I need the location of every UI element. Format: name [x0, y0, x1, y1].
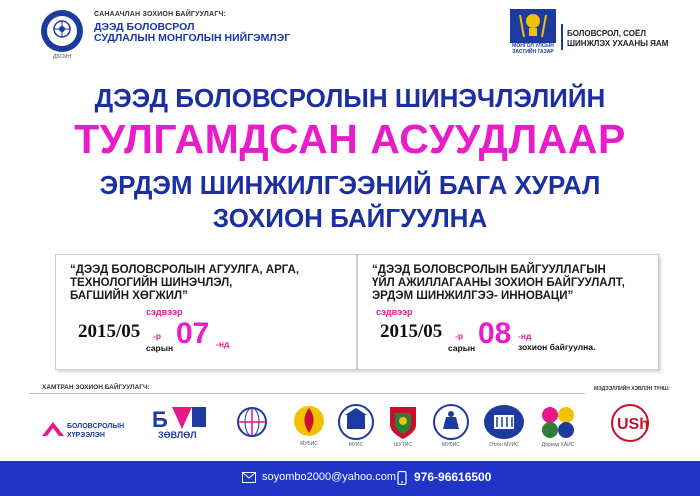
session-1-topic-line2: ТЕХНОЛОГИЙН ШИНЭЧЛЭЛ,	[70, 277, 233, 289]
ministry-logo-caption-line1: МОНГОЛ УЛСЫН	[512, 43, 554, 49]
ush-logo-icon	[604, 403, 656, 443]
coorg-logo-council	[152, 403, 212, 451]
media-partner-logo	[604, 403, 656, 451]
coorg-logo-association	[228, 406, 276, 446]
session-1-date-suffix: -р	[153, 331, 162, 341]
session-2-date	[380, 319, 650, 355]
organizer-name-line2: СУДЛАЛЫН МОНГОЛЫН НИЙГЭМЛЭГ	[94, 32, 291, 44]
session-2-day-suffix: -нд	[518, 331, 532, 341]
title-line2: ТУЛГАМДСАН АСУУДЛААР	[74, 116, 626, 162]
title-line1: ДЭЭД БОЛОВСРОЛЫН ШИНЭЧЛЭЛИЙН	[94, 83, 606, 113]
ministry-divider	[561, 24, 563, 50]
organizer-logo	[40, 9, 84, 53]
title-line4: ЗОХИОН БАЙГУУЛНА	[212, 203, 488, 233]
coorg-logo-institute-line1: БОЛОВСРОЛЫН	[67, 423, 125, 430]
pyramid-icon	[42, 422, 64, 436]
session-1-day-suffix: -нд	[216, 339, 230, 349]
title-line3: ЭРДЭМ ШИНЖИЛГЭЭНИЙ БАГА ХУРАЛ	[99, 170, 601, 200]
organizer-seal-icon	[40, 9, 84, 53]
ministry-logo-caption-line2: ЗАСГИЙН ГАЗАР	[512, 49, 554, 55]
session-1-topic-line3: БАГШИЙН ХӨГЖИЛ”	[70, 290, 188, 302]
university-seal-icon	[336, 403, 376, 441]
ush-logo-text: USh	[617, 416, 649, 433]
session-2-topic-line2: ҮЙЛ АЖИЛЛАГААНЫ ЗОХИОН БАЙГУУЛАЛТ,	[372, 277, 625, 289]
coorg-logo-university	[336, 403, 376, 451]
coorganizers-label: ХАМТРАН ЗОХИОН БАЙГУУЛАГЧ:	[42, 384, 150, 391]
coorg-logo-dornod-caption: Дорнод ХАИС	[541, 442, 575, 448]
coorg-logo-mubis-flag	[292, 403, 326, 451]
organizer-name-line1: ДЭЭД БОЛОВСРОЛ	[94, 21, 195, 33]
coorg-logo-institute-line2: ХҮРЭЭЛЭН	[67, 432, 105, 439]
ministry-name-line1: БОЛОВСРОЛ, СОЁЛ	[567, 29, 646, 38]
coorg-logo-institute	[42, 418, 142, 446]
session-2-date-suffix: -р	[455, 331, 464, 341]
lamp-emblem-icon	[430, 403, 472, 441]
coorg-logo-mubis-caption: МУБИС	[442, 442, 460, 448]
coorg-logo-shutis	[386, 403, 420, 451]
session-1-role: сэдвээр	[146, 307, 183, 317]
globe-icon	[228, 406, 276, 438]
footer-bar	[0, 461, 700, 496]
council-mark-icon	[152, 403, 212, 433]
footer-phone[interactable]: 976-96616500	[414, 470, 492, 484]
organizer-logo-caption: ДБСМН	[53, 54, 71, 60]
coorg-logo-council-caption: ЗӨВЛӨЛ	[158, 430, 197, 440]
coorg-logo-otgon-caption: Отгон МУИС	[489, 442, 519, 448]
coorg-logo-mubis	[430, 403, 472, 451]
coorg-logo-shutis-caption: ШУТИС	[393, 442, 413, 448]
coorg-logo-mubis-flag-caption: МУБИС	[300, 441, 318, 447]
organizer-label: САНААЧЛАН ЗОХИОН БАЙГУУЛАГЧ:	[94, 11, 227, 18]
session-2-topic-line1: “ДЭЭД БОЛОВСРОЛЫН БАЙГУУЛЛАГЫН	[372, 264, 606, 276]
flame-emblem-icon	[292, 403, 326, 441]
session-1-month-word: сарын	[146, 343, 174, 353]
ministry-name-line2: ШИНЖЛЭХ УХААНЫ ЯАМ	[567, 39, 669, 48]
coorganizers-divider	[30, 393, 585, 394]
footer-email[interactable]: soyombo2000@yahoo.com	[262, 471, 397, 483]
session-2-date-tail: зохион байгуулна.	[518, 342, 596, 352]
session-2-date-year-month: 2015/05	[380, 321, 443, 342]
coorg-logo-university-caption: МУИС	[348, 442, 364, 448]
session-2-role: сэдвээр	[376, 307, 413, 317]
ministry-logo-caption	[507, 43, 559, 55]
session-1-topic-line1: “ДЭЭД БОЛОВСРОЛЫН АГУУЛГА, АРГА,	[70, 264, 300, 276]
mail-icon	[242, 472, 256, 483]
session-2-day: 08	[478, 317, 512, 350]
letters-emblem-icon	[536, 403, 580, 441]
shield-icon	[386, 403, 420, 441]
building-emblem-icon	[482, 403, 526, 441]
svg-text:Б: Б	[152, 407, 168, 432]
session-2-month-word: сарын	[448, 343, 476, 353]
session-1-date-year-month: 2015/05	[78, 321, 141, 342]
coorg-logo-dornod	[536, 403, 580, 451]
session-2-topic-line3: ЭРДЭМ ШИНЖИЛГЭЭ- ИННОВАЦИ”	[372, 290, 574, 302]
coorg-logo-otgon	[482, 403, 526, 451]
session-card-1	[55, 254, 357, 370]
session-1-date	[78, 319, 348, 355]
phone-icon	[396, 471, 408, 485]
session-1-day: 07	[176, 317, 210, 350]
session-card-2	[357, 254, 659, 370]
media-partner-label: МЭДЭЭЛЛИЙН ХЭВЛЭН ТҮНШ:	[594, 386, 670, 392]
